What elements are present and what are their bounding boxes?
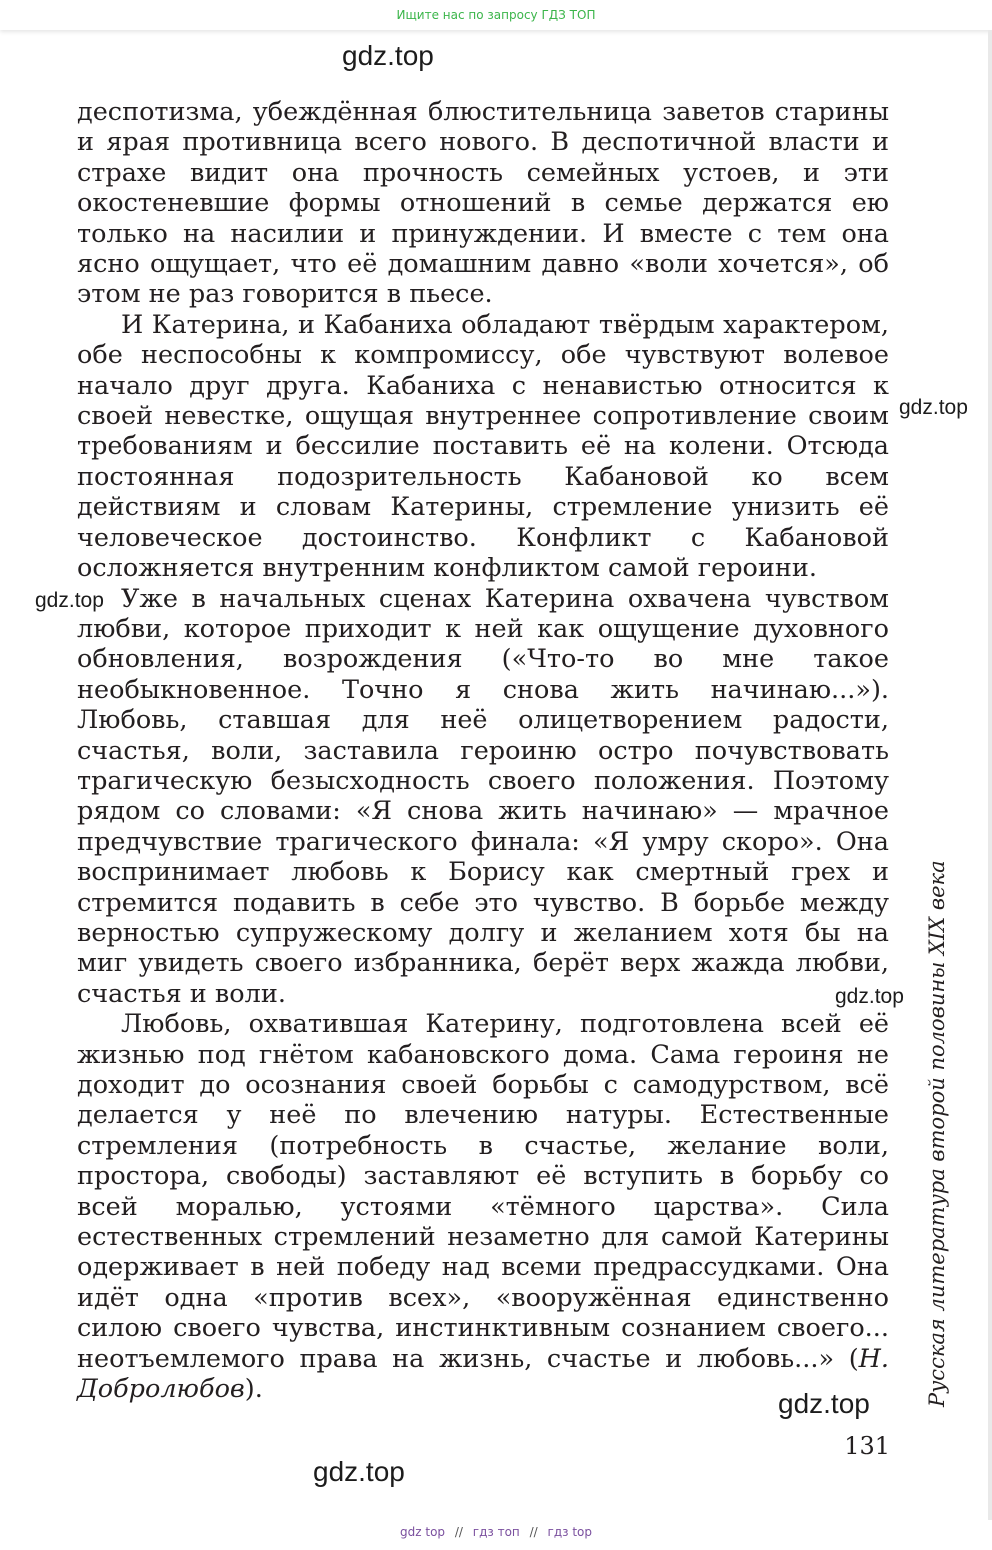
watermark: gdz.top [35,589,104,612]
watermark: gdz.top [778,1388,870,1419]
search-banner-text: Ищите нас по запросу ГДЗ ТОП [396,8,596,22]
page-edge-divider [988,30,992,1520]
footer-link[interactable]: гдз top [547,1525,592,1539]
watermark: gdz.top [342,40,434,71]
footer-link[interactable]: гдз топ [472,1525,520,1539]
citation-author: Н. Добролюбов [77,1343,889,1405]
watermark: gdz.top [835,985,904,1008]
watermark: gdz.top [313,1456,405,1487]
paragraph-4 [77,1009,889,1404]
paragraph-4-text: Любовь, охватившая Катерину, подготовлена всей её жизнью под гнётом кабановского дома. Сама героиня не доходит до осознания своей борьбы с самодурством, всё делается у неё по влечению натуры. Естественные стремления (потребность в счастье, желание воли, простора, свободы) заставляют её вступить в борьбу со всей моралью, устоями «тёмного царства». Сила естественных стремлений незаметно для самой Катерины одерживает в ней победу над всеми предрассудками. Она идёт одна «против всех», «вооружённая единственно силою своего чувства, инстинктивным сознанием своего... неотъемлемого права на жизнь, счастье и любовь...» ( [77,1009,889,1374]
paragraph-2: И Катерина, и Кабаниха обладают твёрдым характером, обе неспособны к компромиссу, обе чувствуют волевое начало друг друга. Кабаниха с ненавистью относится к своей невестке, ощущая внутреннее сопротивление своим требованиям и бессилие поставить её на колени. Отсюда постоянная подозрительность Кабановой ко всем действиям и словам Катерины, стремление унизить её человеческое достоинство. Конфликт с Кабановой осложняется внутренним конфликтом самой героини. [77,309,889,584]
citation-close: ). [244,1374,263,1405]
paragraph-3: Уже в начальных сценах Катерина охвачена чувством любви, которое приходит к ней как ощущение духовного обновления, возрождения («Что-то во мне такое необыкновенное. Точно я снова жить начинаю...»). Любовь, ставшая для неё олицетворением радости, счастья, воли, заставила героиню остро почувствовать трагическую безысходность своего положения. Поэтому рядом со словами: «Я снова жить начинаю» — мрачное предчувствие трагического финала: «Я умру скоро». Она воспринимает любовь к Борису как смертный грех и стремится подавить в себе это чувство. В борьбе между верностью супружескому долгу и желанием хотя бы на миг увидеть своего избранника, берёт верх жажда любви, счастья и воли. [77,583,889,1009]
book-page-text [77,97,889,1404]
footer-separator: // [454,1525,463,1539]
page-number: 131 [844,1432,890,1460]
footer-separator: // [529,1525,538,1539]
footer-link[interactable]: gdz top [400,1525,446,1539]
watermark: gdz.top [899,396,968,419]
footer-links [0,1518,992,1550]
section-side-title: Русская литература второй половины XIX века [925,860,949,1407]
search-banner[interactable] [0,0,992,30]
paragraph-1: деспотизма, убеждённая блюстительница заветов старины и ярая противница всего нового. В деспотичной власти и страхе видит она прочность семейных устоев, и эти окостеневшие формы отношений в семье держатся ею только на насилии и принуждении. И вместе с тем она ясно ощущает, что её домашним давно «воли хочется», об этом не раз говорится в пьесе. [77,97,889,310]
